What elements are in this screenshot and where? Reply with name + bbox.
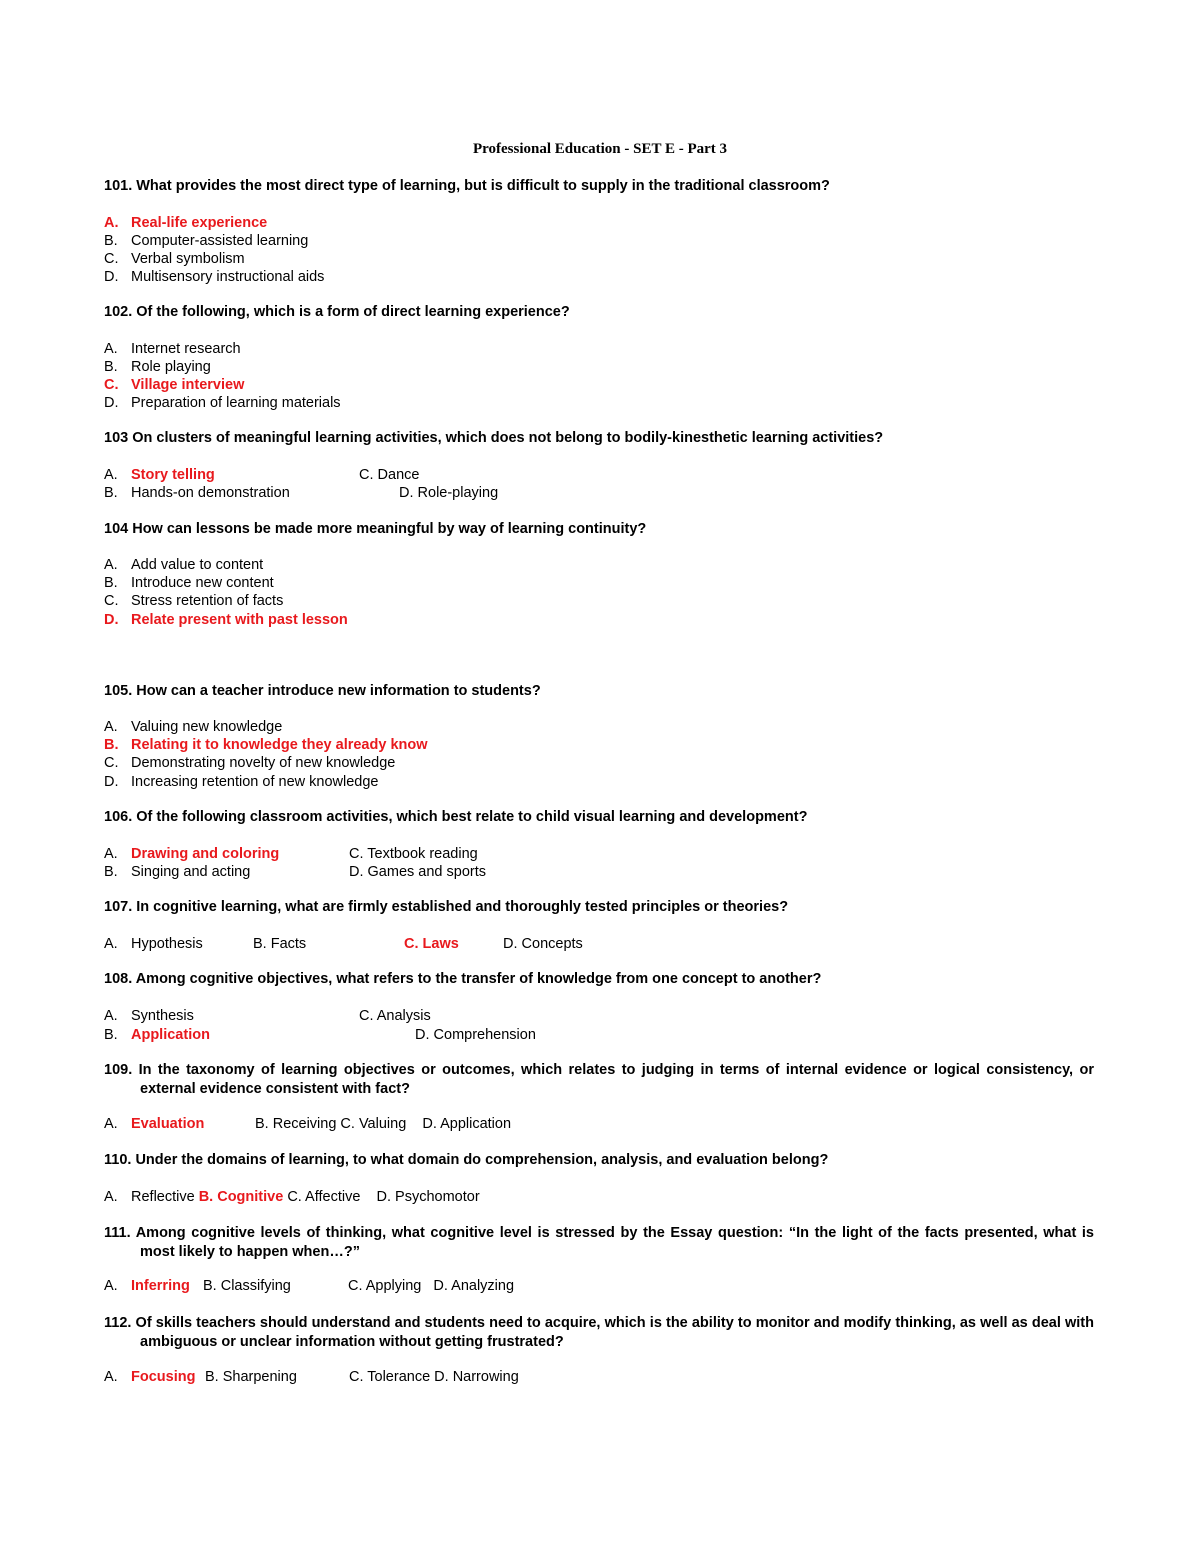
option-109-a: A. Evaluation (104, 1116, 205, 1132)
option-112-cd: C. Tolerance D. Narrowing (349, 1369, 519, 1385)
question-105: 105. How can a teacher introduce new information to students? (104, 683, 541, 699)
option-106-a: A. Drawing and coloring (104, 846, 280, 862)
option-101-c: C. Verbal symbolism (104, 251, 245, 267)
option-103-b: B. Hands-on demonstration (104, 485, 290, 501)
option-103-a: A. Story telling (104, 467, 215, 483)
option-107-c: C. Laws (404, 936, 459, 952)
option-105-a: A. Valuing new knowledge (104, 719, 283, 735)
option-108-b: B. Application (104, 1027, 210, 1043)
question-101: 101. What provides the most direct type of learning, but is difficult to supply in the traditional classroom? (104, 178, 830, 194)
option-101-d: D. Multisensory instructional aids (104, 269, 325, 285)
option-111-a: A. Inferring (104, 1278, 190, 1294)
option-106-d: D. Games and sports (349, 864, 486, 880)
option-106-b: B. Singing and acting (104, 864, 251, 880)
option-103-c: C. Dance (359, 467, 420, 483)
option-104-a: A. Add value to content (104, 557, 264, 573)
question-110: 110. Under the domains of learning, to what domain do comprehension, analysis, and evaluation belong? (104, 1152, 829, 1168)
option-111-b: B. Classifying (203, 1278, 291, 1294)
option-102-a: A. Internet research (104, 341, 241, 357)
question-111: 111. Among cognitive levels of thinking, what cognitive level is stressed by the Essay question: “In the light of the facts presented, what is most likely to happen when…?” (104, 1225, 1094, 1260)
option-108-d: D. Comprehension (415, 1027, 536, 1043)
question-106: 106. Of the following classroom activities, which best relate to child visual learning and development? (104, 809, 808, 825)
question-103: 103 On clusters of meaningful learning activities, which does not belong to bodily-kinesthetic learning activities? (104, 430, 884, 446)
option-101-b: B. Computer-assisted learning (104, 233, 309, 249)
option-108-a: A. Synthesis (104, 1008, 194, 1024)
option-105-d: D. Increasing retention of new knowledge (104, 774, 379, 790)
option-102-b: B. Role playing (104, 359, 211, 375)
question-104: 104 How can lessons be made more meaningful by way of learning continuity? (104, 521, 647, 537)
question-112: 112. Of skills teachers should understand and students need to acquire, which is the ability to monitor and modify thinking, as well as deal with ambiguous or unclear information without getting frustrated? (104, 1315, 1094, 1350)
option-105-c: C. Demonstrating novelty of new knowledge (104, 755, 396, 771)
page-title: Professional Education - SET E - Part 3 (472, 141, 728, 157)
option-103-d: D. Role-playing (399, 485, 499, 501)
question-107: 107. In cognitive learning, what are firmly established and thoroughly tested principles or theories? (104, 899, 789, 915)
option-107-d: D. Concepts (503, 936, 583, 952)
option-112-a: A. Focusing (104, 1369, 196, 1385)
option-102-c: C. Village interview (104, 377, 245, 393)
option-111-cd: C. Applying D. Analyzing (348, 1278, 515, 1294)
option-105-b: B. Relating it to knowledge they already know (104, 737, 428, 753)
option-107-b: B. Facts (253, 936, 307, 952)
option-112-b: B. Sharpening (205, 1369, 297, 1385)
option-110-b-correct: B. Cognitive (198, 1189, 284, 1205)
question-108: 108. Among cognitive objectives, what refers to the transfer of knowledge from one concept to another? (104, 971, 822, 987)
question-109: 109. In the taxonomy of learning objectives or outcomes, which relates to judging in terms of internal evidence or logical consistency, or external evidence consistent with fact? (104, 1062, 1094, 1097)
option-106-c: C. Textbook reading (349, 846, 478, 862)
option-107-a: A. Hypothesis (104, 936, 203, 952)
option-109-bcd: B. Receiving C. Valuing D. Application (255, 1116, 512, 1132)
option-104-d: D. Relate present with past lesson (104, 612, 348, 628)
option-104-c: C. Stress retention of facts (104, 593, 284, 609)
option-102-d: D. Preparation of learning materials (104, 395, 341, 411)
option-108-c: C. Analysis (359, 1008, 431, 1024)
option-101-a: A. Real-life experience (104, 215, 268, 231)
option-110-row: A. Reflective B. Cognitive C. Affective D. Psychomotor (104, 1189, 480, 1205)
question-102: 102. Of the following, which is a form of direct learning experience? (104, 304, 570, 320)
option-104-b: B. Introduce new content (104, 575, 274, 591)
